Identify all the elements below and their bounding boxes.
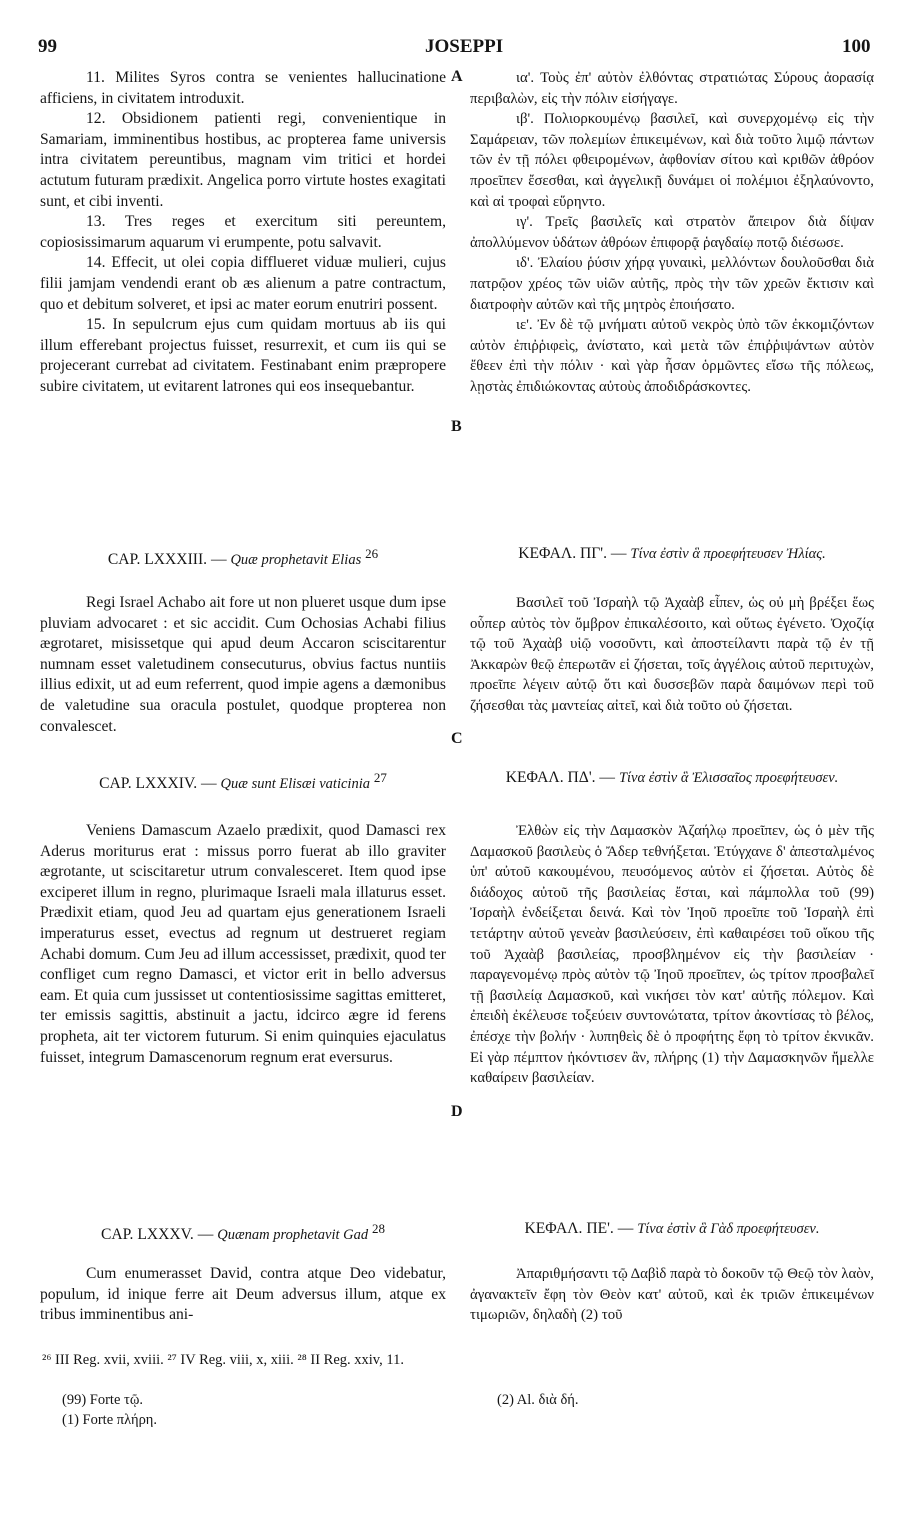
footnote-99: (99) Forte τῷ. bbox=[62, 1392, 144, 1408]
latin-chapter-83-text: Regi Israel Achabo ait fore ut non plueret usque dum ipse pluviam advocaret : et sic accidit. Cum Ochosias Achabi filius ægrotaret, misissetque qui apud deum Accaron sciscitarentur numnam esset valetudinem consecuturus, obvius factus nuntiis illius edixit, ut ad eum referrent, quod impie agens a dæmonibus de valetudine sua oracula postulet, quodque propterea non convalescet. bbox=[40, 594, 446, 735]
latin-chapter-85-title: Quænam prophetavit Gad bbox=[217, 1227, 369, 1244]
latin-chapter-84-title: Quæ sunt Elisæi vaticinia bbox=[220, 776, 370, 793]
latin-chapter-84-text: Veniens Damascum Azaelo prædixit, quod Damasci rex Aderus moriturus erat : missus porro fuerat ab illo graviter ægrotante, ut sciscitaretur utrum convalesceret. Item quod ipse exciperet illum in regno, plurimaque Israeli mala illaturus esset. Prædixit etiam, quod Jeu ad quartam ejus generationem Israeli imperaturus esset, evectus ad regnum ut destrueret regiam Achabi domum. Cum Jeu ad illum accessisset, prædixit, quod ter confliget cum regno Damasci, et victor erit in bello adversus eam. Et quia cum jussisset ut contentiosissime sagittas emitteret, ter emissis sagittis, abstinuit a jactu, idcirco ægre id ferens propheta, ait ter victorem futurum. Si enim quinquies ejaculatus fuisset, integrum Damascenorum regnum erat eversurus. bbox=[40, 822, 446, 1066]
greek-chapter-84-label: ΚΕΦΑΛ. ΠΔ'. — bbox=[505, 769, 616, 786]
latin-items-block bbox=[40, 68, 446, 398]
greek-items-block bbox=[470, 68, 874, 398]
greek-chapter-85-body bbox=[470, 1264, 874, 1326]
latin-item-15: 15. In sepulcrum ejus cum quidam mortuus ab iis qui illum efferebant projectus fuisset, resurrexit, et cum iis qui se projecerant currebat ad civitatem. Festinabant enim præpropere subire civitatem, ut evitarent latrones qui eos insequebantur. bbox=[40, 316, 446, 395]
footnote-ref-28: 28 bbox=[372, 1221, 386, 1236]
latin-chapter-85-label: CAP. LXXXV. — bbox=[100, 1226, 214, 1244]
page-number-right: 100 bbox=[842, 36, 871, 57]
greek-chapter-85-title: Τίνα ἐστὶν ἃ Γὰδ προεφήτευσεν. bbox=[637, 1221, 820, 1237]
greek-chapter-85-label: ΚΕΦΑΛ. ΠΕ'. — bbox=[524, 1220, 634, 1237]
greek-chapter-84-body bbox=[470, 821, 874, 1089]
footnote-ref-27: 27 bbox=[373, 770, 387, 785]
latin-chapter-83-heading bbox=[40, 544, 446, 571]
greek-chapter-83-title: Τίνα ἐστὶν ἃ προεφήτευσεν Ἠλίας. bbox=[630, 546, 826, 562]
latin-item-11: 11. Milites Syros contra se venientes hallucinatione afficiens, in civitatem introduxit. bbox=[40, 69, 446, 107]
margin-mark-b: B bbox=[451, 418, 462, 435]
latin-chapter-83-body bbox=[40, 593, 446, 737]
greek-chapter-84-text: Ἐλθὼν εἰς τὴν Δαμασκὸν Ἀζαήλῳ προεῖπεν, ὡς ὁ μὲν τῆς Δαμασκοῦ βασιλεὺς ὁ Ἄδερ τεθνήξεται. Ἐτύγχανε δ' ἀπεσταλμένος ὑπ' αὐτοῦ κακουμένου, πευσόμενος αὐτὸν εἰ ζήσεται. Αὐτὸς δὲ διάδοχος αὐτοῦ τῆς βασιλείας ἔσται, καὶ πάμπολλα τοῦ (99) Ἰσραὴλ ἐνδείξεται δεινά. Καὶ τὸν Ἰηοῦ προεῖπε τοῦ Ἰσραὴλ ἐπὶ τετάρτην αὐτοῦ γενεὰν βασιλεύσειν, ἐπὶ καθαιρέσει τοῦ οἴκου τῆς τοῦ Ἀχαὰβ βασιλείας, προσβλημένον εἰς τὴν βασιλείαν · παραγενομένῳ πρὸς αὐτὸν τῷ Ἰηοῦ προεῖπεν, ὡς τρίτον προσβαλεῖ τῇ βασιλείᾳ Δαμασκοῦ, καὶ νικήσει τὸν κατ' αὐτῆς πόλεμον. Καὶ ἐπειδὴ ἐκέλευσε τοξεύειν συντονώτατα, τρίτον ἀκοντίσας τὸ βέλος, ἐπέσχε τὴν βολήν · λυπηθεὶς δὲ ὁ προφήτης ἔφη τὸ τρίτον ἐκνικᾶν. Εἰ γὰρ πέμπτον ἠκόντισεν ἂν, πλήρης (1) τὴν Δαμασκηνῶν ἤμελλε καθαίρειν βασιλείαν. bbox=[470, 823, 874, 1087]
greek-item-14: ιδ'. Ἐλαίου ῥύσιν χήρᾳ γυναικὶ, μελλόντων δουλοῦσθαι διὰ πατρῷον χρέος τῶν υἱῶν αὐτῆς, πρὸς τὴν τῶν χρεῶν ἔκτισιν καὶ διατροφὴν αὐτῶν καὶ τῆς μητρὸς ἐποιήσατο. bbox=[470, 255, 874, 313]
latin-chapter-85-body bbox=[40, 1264, 446, 1326]
margin-mark-a: A bbox=[451, 68, 463, 85]
margin-mark-c: C bbox=[451, 730, 463, 747]
greek-chapter-84-title: Τίνα ἐστὶν ἃ Ἐλισσαῖος προεφήτευσεν. bbox=[618, 770, 839, 786]
footnote-1: (1) Forte πλήρη. bbox=[62, 1412, 158, 1428]
footnote-ref-26: 26 bbox=[365, 546, 379, 561]
greek-item-13: ιγ'. Τρεῖς βασιλεῖς καὶ στρατὸν ἄπειρον διὰ δίψαν ἀπολλύμενον ὑδάτων ἀθρόων ἐπιφορᾷ ῥαγδαίῳ ποτῷ διέσωσε. bbox=[470, 214, 874, 251]
running-title: JOSEPPI bbox=[425, 36, 504, 57]
greek-chapter-83-text: Βασιλεῖ τοῦ Ἰσραὴλ τῷ Ἀχαὰβ εἶπεν, ὡς οὐ μὴ βρέξει ἕως οὗπερ αὐτὸς τὸν ὄμβρον ἐπικαλέσοιτο, καὶ οὕτως ἐγένετο. Ὀχοζίᾳ τῷ τοῦ Ἀχαὰβ υἱῷ νοσοῦντι, καὶ ἀποστείλαντι παρὰ τῷ ἐν τῇ Ἀκκαρὼν θεῷ ἐπερωτᾶν εἰ ζήσεται, τοῖς ἀγγέλοις αὐτοῦ περιτυχὼν, προεῖπε λέγειν αὐτῷ ὅτι καὶ δυσσεβῶν παρὰ δαιμόνων περὶ τοῦ ζήσεσθαι τὰς μαντείας αἰτεῖ, καὶ διὰ τοῦτο οὐ ζήσεται. bbox=[470, 595, 874, 714]
greek-item-15: ιε'. Ἐν δὲ τῷ μνήματι αὐτοῦ νεκρὸς ὑπὸ τῶν ἐκκομιζόντων αὐτὸν ἐπιῤῥιφεὶς, ἀνίστατο, καὶ μετὰ τῶν ἐπιῤῥιψάντων αὐτὸν ἔθεεν ἐπὶ τὴν πόλιν · καὶ γὰρ ἦσαν ὁρμῶντες εἴσω τῆς πόλεως, λῃστὰς ἐπιδιώκοντας αὐτοὺς ἀποδιδράσκοντες. bbox=[470, 317, 874, 395]
page-number-left: 99 bbox=[38, 36, 57, 57]
latin-item-14: 14. Effecit, ut olei copia difflueret viduæ mulieri, cujus filii jamjam vendendi erant ob æs alienum a patre contractum, quo et debitum solveret, et ipsi ac mater eorum enutriri possent. bbox=[40, 254, 446, 313]
greek-chapter-85-heading bbox=[470, 1219, 874, 1240]
latin-chapter-83-title: Quæ prophetavit Elias bbox=[230, 552, 362, 569]
greek-chapter-84-heading bbox=[470, 768, 874, 789]
greek-chapter-83-body bbox=[470, 593, 874, 717]
latin-chapter-83-label: CAP. LXXXIII. — bbox=[107, 551, 227, 569]
greek-chapter-85-text: Ἀπαριθμήσαντι τῷ Δαβὶδ παρὰ τὸ δοκοῦν τῷ Θεῷ τὸν λαὸν, ἀγανακτεῖν ἔφη τὸν Θεὸν κατ' αὐτοῦ, καὶ ἐκ τριῶν ἐπικειμένων τιμωριῶν, δηλαδὴ (2) τοῦ bbox=[470, 1266, 874, 1324]
latin-item-12: 12. Obsidionem patienti regi, convenientique in Samariam, imminentibus hostibus, ac propterea fame universis intra civitatem pereuntibus, magnam vim tritici et hordei actutum futuram prædixit. Angelica porro virtute hostes exagitati sunt, et cibi inventi. bbox=[40, 110, 446, 210]
greek-chapter-83-heading bbox=[470, 544, 874, 565]
scripture-references: ²⁶ III Reg. xvii, xviii. ²⁷ IV Reg. viii, x, xiii. ²⁸ II Reg. xxiv, 11. bbox=[42, 1352, 404, 1368]
latin-chapter-85-heading bbox=[40, 1219, 446, 1246]
margin-mark-d: D bbox=[451, 1103, 463, 1120]
greek-chapter-83-label: ΚΕΦΑΛ. ΠΓ'. — bbox=[518, 545, 627, 562]
greek-item-12: ιβ'. Πολιορκουμένῳ βασιλεῖ, καὶ συνερχομένῳ εἰς τὴν Σαμάρειαν, τῶν πολεμίων ἐπικειμένων, καὶ διὰ τοῦτο λιμῷ πάντων τῶν ἐν τῇ πόλει φθειρομένων, ἀφθονίαν σίτου καὶ κριθῶν ἀθρόον προεῖπεν ἔσεσθαι, καὶ ἀγγελικῇ δυνάμει οἱ πολέμιοι ἐξηλαύνοντο, καὶ αἱ τροφαὶ εὕρηντο. bbox=[470, 111, 874, 210]
latin-chapter-84-heading bbox=[40, 768, 446, 795]
footnote-2: (2) Al. διὰ δή. bbox=[497, 1392, 579, 1408]
latin-chapter-85-text: Cum enumerasset David, contra atque Deo videbatur, populum, id inique ferre ait Deum adversus illum, atque ex tribus imminentibus ani- bbox=[40, 1265, 446, 1324]
latin-chapter-84-body bbox=[40, 821, 446, 1068]
greek-item-11: ια'. Τοὺς ἐπ' αὐτὸν ἐλθόντας στρατιώτας Σύρους ἀορασίᾳ περιβαλὼν, εἰς τὴν πόλιν εἰσήγαγε. bbox=[470, 70, 874, 107]
latin-item-13: 13. Tres reges et exercitum siti pereuntem, copiosissimarum aquarum vi erumpente, potu salvavit. bbox=[40, 213, 446, 251]
latin-chapter-84-label: CAP. LXXXIV. — bbox=[99, 775, 217, 793]
